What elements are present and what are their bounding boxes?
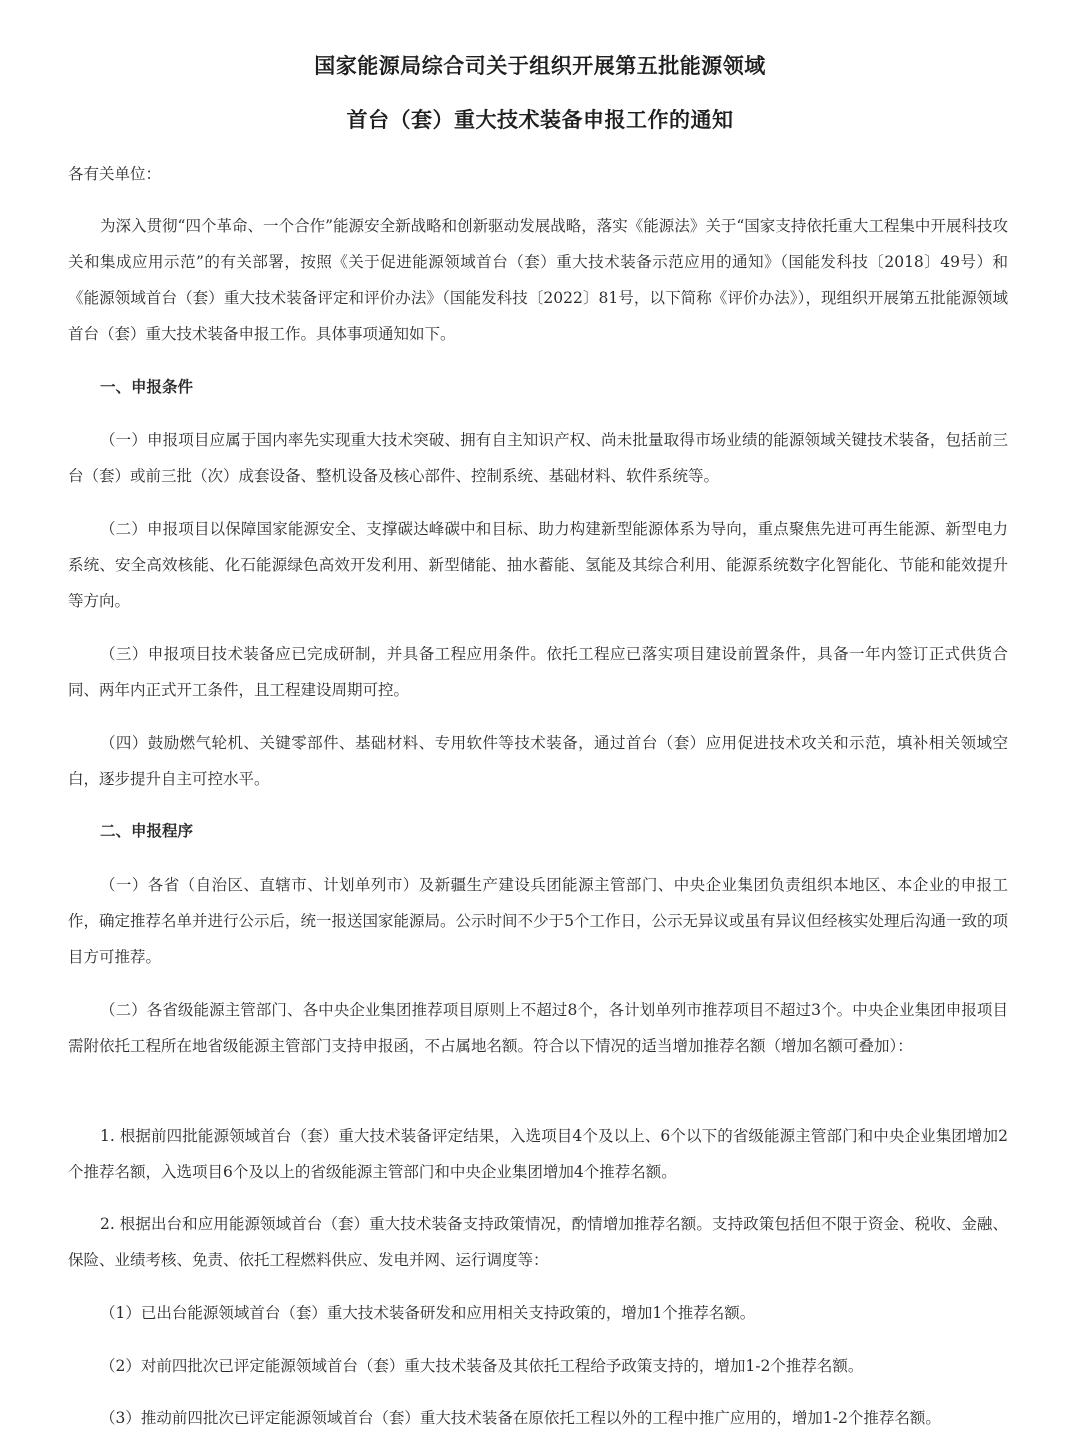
condition-item-4: （四）鼓励燃气轮机、关键零部件、基础材料、专用软件等技术装备，通过首台（套）应用促进技术攻关和示范，填补相关领域空白，逐步提升自主可控水平。 bbox=[68, 734, 1008, 788]
condition-item-3: （三）申报项目技术装备应已完成研制，并具备工程应用条件。依托工程应已落实项目建设前置条件，具备一年内签订正式供货合同、两年内正式开工条件，且工程建设周期可控。 bbox=[68, 645, 1008, 699]
procedure-policy-item-2: （2）对前四批次已评定能源领域首台（套）重大技术装备及其依托工程给予政策支持的，增加1-2个推荐名额。 bbox=[100, 1357, 864, 1375]
condition-item-1: （一）申报项目应属于国内率先实现重大技术突破、拥有自主知识产权、尚未批量取得市场业绩的能源领域关键技术装备，包括前三台（套）或前三批（次）成套设备、整机设备及核心部件、控制系统、基础材料、软件系统等。 bbox=[68, 431, 1008, 485]
section-heading-procedure: 二、申报程序 bbox=[100, 821, 194, 840]
section-heading-conditions: 一、申报条件 bbox=[100, 377, 194, 396]
procedure-policy-item-3: （3）推动前四批次已评定能源领域首台（套）重大技术装备在原依托工程以外的工程中推广应用的，增加1-2个推荐名额。 bbox=[100, 1409, 941, 1427]
document-title-line-2: 首台（套）重大技术装备申报工作的通知 bbox=[346, 107, 734, 132]
procedure-item-1: （一）各省（自治区、直辖市、计划单列市）及新疆生产建设兵团能源主管部门、中央企业集团负责组织本地区、本企业的申报工作，确定推荐名单并进行公示后，统一报送国家能源局。公示时间不少于5个工作日，公示无异议或虽有异议但经核实处理后沟通一致的项目方可推荐。 bbox=[68, 876, 1008, 966]
procedure-subitem-1: 1. 根据前四批能源领域首台（套）重大技术装备评定结果，入选项目4个及以上、6个以下的省级能源主管部门和中央企业集团增加2个推荐名额，入选项目6个及以上的省级能源主管部门和中央企业集团增加4个推荐名额。 bbox=[68, 1127, 1008, 1181]
condition-item-2: （二）申报项目以保障国家能源安全、支撑碳达峰碳中和目标、助力构建新型能源体系为导向，重点聚焦先进可再生能源、新型电力系统、安全高效核能、化石能源绿色高效开发利用、新型储能、抽水蓄能、氢能及其综合利用、能源系统数字化智能化、节能和能效提升等方向。 bbox=[68, 520, 1008, 610]
procedure-subitem-2: 2. 根据出台和应用能源领域首台（套）重大技术装备支持政策情况，酌情增加推荐名额。支持政策包括但不限于资金、税收、金融、保险、业绩考核、免责、依托工程燃料供应、发电并网、运行调度等： bbox=[68, 1215, 1008, 1269]
procedure-item-2: （二）各省级能源主管部门、各中央企业集团推荐项目原则上不超过8个，各计划单列市推荐项目不超过3个。中央企业集团申报项目需附依托工程所在地省级能源主管部门支持申报函，不占属地名额。符合以下情况的适当增加推荐名额（增加名额可叠加）： bbox=[68, 1001, 1008, 1055]
salutation: 各有关单位： bbox=[68, 165, 162, 183]
document-title-line-1: 国家能源局综合司关于组织开展第五批能源领域 bbox=[314, 53, 766, 78]
procedure-policy-item-1: （1）已出台能源领域首台（套）重大技术装备研发和应用相关支持政策的，增加1个推荐名额。 bbox=[100, 1304, 756, 1322]
intro-paragraph: 为深入贯彻“四个革命、一个合作”能源安全新战略和创新驱动发展战略，落实《能源法》关于“国家支持依托重大工程集中开展科技攻关和集成应用示范”的有关部署，按照《关于促进能源领域首台（套）重大技术装备示范应用的通知》（国能发科技〔2018〕49号）和《能源领域首台（套）重大技术装备评定和评价办法》（国能发科技〔2022〕81号，以下简称《评价办法》），现组织开展第五批能源领域首台（套）重大技术装备申报工作。具体事项通知如下。 bbox=[68, 217, 1008, 343]
